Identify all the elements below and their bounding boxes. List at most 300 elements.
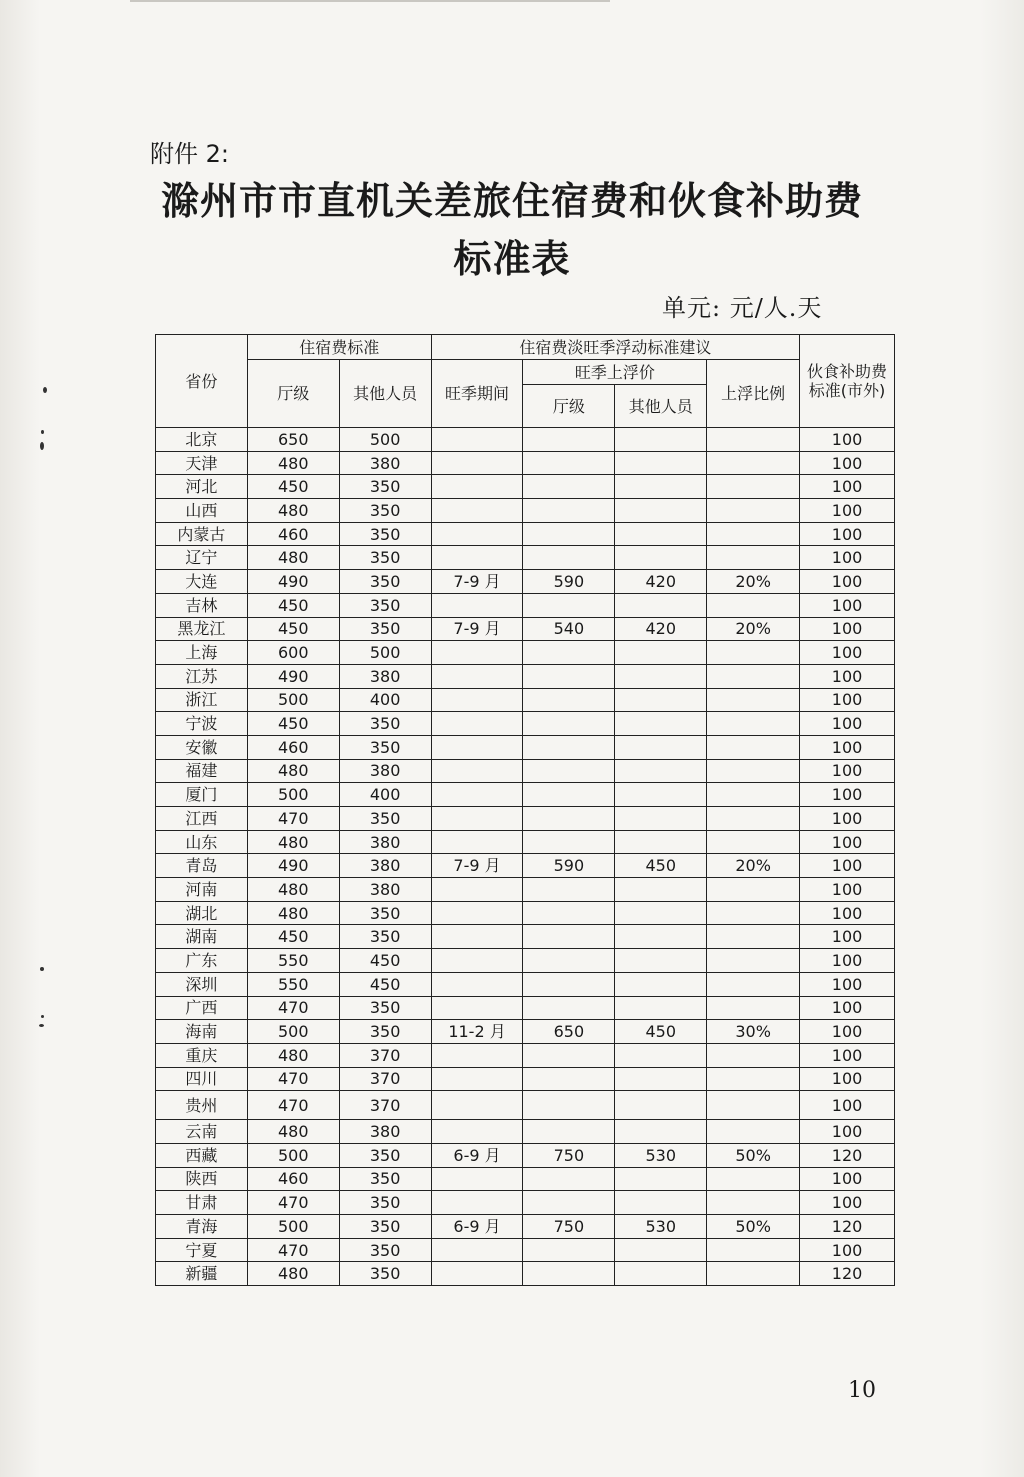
table-cell: 100 — [800, 451, 895, 475]
table-cell: 山东 — [156, 830, 248, 854]
table-cell: 380 — [339, 664, 431, 688]
table-cell: 7-9 月 — [431, 570, 523, 594]
table-cell: 450 — [247, 712, 339, 736]
table-cell — [615, 688, 707, 712]
table-cell: 吉林 — [156, 593, 248, 617]
table-cell — [707, 735, 800, 759]
table-row — [156, 1238, 895, 1262]
table-cell: 100 — [800, 1043, 895, 1067]
table-cell: 陕西 — [156, 1167, 248, 1191]
table-cell — [431, 1091, 523, 1120]
table-cell: 460 — [247, 735, 339, 759]
table-cell: 浙江 — [156, 688, 248, 712]
table-cell: 350 — [339, 925, 431, 949]
table-cell: 30% — [707, 1020, 800, 1044]
table-cell — [707, 1262, 800, 1286]
table-cell: 460 — [247, 1167, 339, 1191]
table-cell: 480 — [247, 1120, 339, 1144]
table-row — [156, 499, 895, 523]
page-number: 10 — [848, 1378, 876, 1403]
header-float-ratio: 上浮比例 — [707, 360, 800, 428]
scan-speck — [40, 442, 44, 450]
table-cell: 450 — [247, 475, 339, 499]
table-cell — [707, 1120, 800, 1144]
table-cell — [615, 1120, 707, 1144]
table-cell: 350 — [339, 617, 431, 641]
table-cell: 7-9 月 — [431, 854, 523, 878]
table-cell — [431, 783, 523, 807]
table-cell — [615, 783, 707, 807]
table-cell: 350 — [339, 735, 431, 759]
table-cell — [707, 901, 800, 925]
table-cell: 450 — [615, 1020, 707, 1044]
table-cell — [523, 641, 615, 665]
header-peak-others: 其他人员 — [615, 385, 707, 428]
table-cell: 安徽 — [156, 735, 248, 759]
table-row — [156, 996, 895, 1020]
table-cell: 500 — [247, 1143, 339, 1167]
table-cell: 福建 — [156, 759, 248, 783]
table-row — [156, 451, 895, 475]
table-cell: 天津 — [156, 451, 248, 475]
table-cell — [707, 1238, 800, 1262]
table-cell — [431, 1167, 523, 1191]
attachment-label: 附件 2: — [150, 140, 229, 168]
table-cell: 100 — [800, 688, 895, 712]
table-cell: 厦门 — [156, 783, 248, 807]
table-cell — [431, 1067, 523, 1091]
table-cell — [707, 475, 800, 499]
table-cell: 450 — [339, 949, 431, 973]
table-cell — [615, 735, 707, 759]
table-cell — [523, 664, 615, 688]
table-row — [156, 593, 895, 617]
table-row — [156, 901, 895, 925]
table-cell — [523, 925, 615, 949]
table-cell: 100 — [800, 854, 895, 878]
table-cell — [431, 664, 523, 688]
table-cell: 350 — [339, 546, 431, 570]
table-cell: 480 — [247, 1043, 339, 1067]
table-cell — [615, 641, 707, 665]
table-cell — [431, 1238, 523, 1262]
table-cell: 600 — [247, 641, 339, 665]
table-cell: 750 — [523, 1143, 615, 1167]
table-cell: 350 — [339, 522, 431, 546]
table-cell: 350 — [339, 593, 431, 617]
table-cell: 100 — [800, 1067, 895, 1091]
table-row — [156, 1043, 895, 1067]
table-cell: 100 — [800, 783, 895, 807]
table-row — [156, 617, 895, 641]
table-cell — [431, 451, 523, 475]
table-cell — [523, 1191, 615, 1215]
table-cell: 350 — [339, 1191, 431, 1215]
table-cell: 100 — [800, 996, 895, 1020]
table-cell: 450 — [615, 854, 707, 878]
table-cell — [431, 735, 523, 759]
table-cell — [523, 783, 615, 807]
title-line-2: 标准表 — [453, 236, 571, 281]
table-cell — [707, 688, 800, 712]
table-cell: 100 — [800, 1120, 895, 1144]
table-cell — [615, 1191, 707, 1215]
table-row — [156, 1215, 895, 1239]
table-cell — [615, 1167, 707, 1191]
table-cell: 380 — [339, 830, 431, 854]
table-row — [156, 664, 895, 688]
table-cell: 550 — [247, 972, 339, 996]
table-row — [156, 1191, 895, 1215]
table-row — [156, 735, 895, 759]
table-cell — [707, 949, 800, 973]
table-cell: 350 — [339, 499, 431, 523]
table-cell — [707, 1091, 800, 1120]
table-cell: 380 — [339, 854, 431, 878]
header-peak-bureau: 厅级 — [523, 385, 615, 428]
table-row — [156, 712, 895, 736]
table-cell — [615, 1238, 707, 1262]
table-cell: 120 — [800, 1143, 895, 1167]
table-row — [156, 546, 895, 570]
table-cell: 100 — [800, 1191, 895, 1215]
table-row — [156, 428, 895, 452]
table-cell: 470 — [247, 1067, 339, 1091]
table-body — [156, 428, 895, 1286]
table-cell: 500 — [247, 783, 339, 807]
table-cell: 590 — [523, 854, 615, 878]
table-cell — [431, 522, 523, 546]
table-cell — [615, 830, 707, 854]
table-cell: 750 — [523, 1215, 615, 1239]
table-cell: 480 — [247, 830, 339, 854]
table-cell: 420 — [615, 617, 707, 641]
table-cell: 350 — [339, 475, 431, 499]
table-cell: 7-9 月 — [431, 617, 523, 641]
table-row — [156, 1067, 895, 1091]
table-row — [156, 688, 895, 712]
table-cell — [615, 1067, 707, 1091]
table-cell — [431, 972, 523, 996]
table-cell: 590 — [523, 570, 615, 594]
table-cell: 650 — [247, 428, 339, 452]
table-row — [156, 878, 895, 902]
table-cell — [707, 664, 800, 688]
table-cell: 6-9 月 — [431, 1143, 523, 1167]
table-cell: 470 — [247, 1238, 339, 1262]
table-cell: 山西 — [156, 499, 248, 523]
table-cell: 100 — [800, 949, 895, 973]
scan-speck — [40, 967, 44, 971]
table-cell: 黑龙江 — [156, 617, 248, 641]
table-cell: 470 — [247, 1091, 339, 1120]
table-cell — [523, 807, 615, 831]
table-cell: 500 — [247, 1215, 339, 1239]
header-bureau-level: 厅级 — [247, 360, 339, 428]
table-cell — [431, 712, 523, 736]
table-cell — [431, 925, 523, 949]
table-cell — [707, 925, 800, 949]
table-cell: 480 — [247, 1262, 339, 1286]
table-cell: 450 — [247, 593, 339, 617]
table-cell — [523, 878, 615, 902]
table-cell — [523, 1091, 615, 1120]
table-cell: 350 — [339, 996, 431, 1020]
table-row — [156, 522, 895, 546]
table-cell: 50% — [707, 1143, 800, 1167]
table-cell: 100 — [800, 1091, 895, 1120]
table-cell: 480 — [247, 546, 339, 570]
table-cell — [431, 830, 523, 854]
table-cell — [523, 1262, 615, 1286]
table-cell: 380 — [339, 1120, 431, 1144]
header-others: 其他人员 — [339, 360, 431, 428]
table-cell: 480 — [247, 759, 339, 783]
table-cell: 470 — [247, 807, 339, 831]
table-cell: 海南 — [156, 1020, 248, 1044]
table-row — [156, 830, 895, 854]
table-cell: 380 — [339, 759, 431, 783]
table-cell — [431, 1043, 523, 1067]
table-cell — [615, 901, 707, 925]
table-cell: 470 — [247, 996, 339, 1020]
table-row — [156, 972, 895, 996]
table-cell — [523, 499, 615, 523]
table-cell — [523, 712, 615, 736]
table-cell: 470 — [247, 1191, 339, 1215]
table-cell: 100 — [800, 878, 895, 902]
table-row — [156, 1262, 895, 1286]
table-row — [156, 641, 895, 665]
table-row — [156, 1120, 895, 1144]
table-cell: 550 — [247, 949, 339, 973]
table-cell — [523, 1238, 615, 1262]
table-row — [156, 949, 895, 973]
table-cell — [615, 712, 707, 736]
table-cell: 100 — [800, 735, 895, 759]
table-row — [156, 925, 895, 949]
table-cell: 重庆 — [156, 1043, 248, 1067]
table-cell — [707, 1167, 800, 1191]
table-cell: 100 — [800, 759, 895, 783]
table-cell: 深圳 — [156, 972, 248, 996]
header-province: 省份 — [156, 335, 248, 428]
table-cell: 内蒙古 — [156, 522, 248, 546]
table-cell — [431, 901, 523, 925]
table-cell: 540 — [523, 617, 615, 641]
table-cell — [615, 664, 707, 688]
table-cell: 北京 — [156, 428, 248, 452]
table-cell — [615, 807, 707, 831]
table-cell: 500 — [339, 641, 431, 665]
table-cell — [615, 451, 707, 475]
table-cell: 460 — [247, 522, 339, 546]
table-cell — [615, 428, 707, 452]
document-title — [0, 172, 1024, 288]
table-cell: 480 — [247, 451, 339, 475]
table-cell — [431, 1262, 523, 1286]
table-cell: 贵州 — [156, 1091, 248, 1120]
table-cell — [615, 499, 707, 523]
table-cell: 100 — [800, 830, 895, 854]
table-cell: 江苏 — [156, 664, 248, 688]
table-cell: 20% — [707, 854, 800, 878]
table-cell: 350 — [339, 807, 431, 831]
table-cell: 河北 — [156, 475, 248, 499]
table-cell — [615, 972, 707, 996]
table-cell — [615, 949, 707, 973]
table-cell — [523, 428, 615, 452]
table-cell: 350 — [339, 1215, 431, 1239]
header-seasonal-float: 住宿费淡旺季浮动标准建议 — [431, 335, 799, 360]
table-cell — [431, 1191, 523, 1215]
table-cell: 100 — [800, 617, 895, 641]
table-cell: 100 — [800, 546, 895, 570]
table-cell: 480 — [247, 901, 339, 925]
table-cell — [707, 996, 800, 1020]
table-cell — [707, 830, 800, 854]
table-row — [156, 1020, 895, 1044]
table-cell: 530 — [615, 1143, 707, 1167]
scan-speck — [43, 387, 47, 393]
table-cell: 100 — [800, 522, 895, 546]
table-cell: 100 — [800, 1020, 895, 1044]
table-cell: 20% — [707, 570, 800, 594]
table-row — [156, 807, 895, 831]
table-cell: 青岛 — [156, 854, 248, 878]
table-cell — [707, 1191, 800, 1215]
scan-speck — [39, 1024, 44, 1027]
title-line-1: 滁州市市直机关差旅住宿费和伙食补助费 — [160, 178, 863, 223]
table-row — [156, 1167, 895, 1191]
table-cell: 370 — [339, 1091, 431, 1120]
table-cell: 100 — [800, 807, 895, 831]
table-cell — [431, 499, 523, 523]
table-cell — [431, 996, 523, 1020]
table-cell: 350 — [339, 1143, 431, 1167]
table-cell: 500 — [247, 688, 339, 712]
header-lodging-standard: 住宿费标准 — [247, 335, 431, 360]
table-cell — [523, 972, 615, 996]
table-cell: 西藏 — [156, 1143, 248, 1167]
table-cell: 四川 — [156, 1067, 248, 1091]
table-cell — [707, 972, 800, 996]
table-cell: 100 — [800, 925, 895, 949]
table-cell: 400 — [339, 688, 431, 712]
table-cell — [707, 878, 800, 902]
table-cell: 广西 — [156, 996, 248, 1020]
table-cell — [615, 475, 707, 499]
table-cell — [615, 1091, 707, 1120]
table-cell: 云南 — [156, 1120, 248, 1144]
table-cell: 100 — [800, 901, 895, 925]
table-cell — [523, 1043, 615, 1067]
table-cell — [707, 1043, 800, 1067]
table-cell — [431, 546, 523, 570]
table-cell: 100 — [800, 641, 895, 665]
table-cell: 490 — [247, 570, 339, 594]
table-row — [156, 475, 895, 499]
table-cell: 350 — [339, 570, 431, 594]
table-cell — [523, 1067, 615, 1091]
table-cell: 380 — [339, 451, 431, 475]
table-cell: 100 — [800, 428, 895, 452]
table-cell — [707, 593, 800, 617]
table-cell: 120 — [800, 1262, 895, 1286]
table-cell: 450 — [247, 617, 339, 641]
table-cell — [707, 546, 800, 570]
table-cell: 6-9 月 — [431, 1215, 523, 1239]
table-cell: 11-2 月 — [431, 1020, 523, 1044]
table-cell: 青海 — [156, 1215, 248, 1239]
table-cell: 广东 — [156, 949, 248, 973]
table-cell — [431, 949, 523, 973]
table-cell: 100 — [800, 593, 895, 617]
table-cell — [523, 830, 615, 854]
table-cell — [615, 759, 707, 783]
table-cell — [707, 783, 800, 807]
table-cell: 400 — [339, 783, 431, 807]
table-cell: 500 — [339, 428, 431, 452]
table-cell — [707, 1067, 800, 1091]
table-cell — [431, 1120, 523, 1144]
table-cell: 480 — [247, 878, 339, 902]
table-cell — [523, 475, 615, 499]
table-cell: 新疆 — [156, 1262, 248, 1286]
table-cell: 100 — [800, 664, 895, 688]
table-cell: 490 — [247, 854, 339, 878]
table-cell: 450 — [247, 925, 339, 949]
table-cell: 350 — [339, 1020, 431, 1044]
table-cell — [431, 807, 523, 831]
table-cell — [707, 759, 800, 783]
table-row — [156, 1091, 895, 1120]
table-cell: 500 — [247, 1020, 339, 1044]
table-cell — [707, 499, 800, 523]
table-cell: 370 — [339, 1067, 431, 1091]
table-cell: 100 — [800, 712, 895, 736]
table-row — [156, 783, 895, 807]
table-cell: 100 — [800, 972, 895, 996]
table-cell — [707, 522, 800, 546]
header-peak-period: 旺季期间 — [431, 360, 523, 428]
table-cell: 100 — [800, 499, 895, 523]
table-cell — [523, 1167, 615, 1191]
table-cell — [707, 641, 800, 665]
table-row — [156, 1143, 895, 1167]
table-cell: 650 — [523, 1020, 615, 1044]
table-cell: 辽宁 — [156, 546, 248, 570]
table-cell: 450 — [339, 972, 431, 996]
table-cell — [615, 546, 707, 570]
table-cell: 100 — [800, 1238, 895, 1262]
table-cell: 河南 — [156, 878, 248, 902]
table-cell — [615, 593, 707, 617]
header-peak-price: 旺季上浮价 — [523, 360, 707, 385]
table-cell — [431, 428, 523, 452]
table-header — [156, 335, 895, 428]
table-cell: 350 — [339, 712, 431, 736]
table-cell — [707, 451, 800, 475]
table-cell — [523, 901, 615, 925]
table-cell: 480 — [247, 499, 339, 523]
table-cell: 20% — [707, 617, 800, 641]
table-cell — [615, 1262, 707, 1286]
table-cell: 宁波 — [156, 712, 248, 736]
table-row — [156, 854, 895, 878]
table-cell: 350 — [339, 1238, 431, 1262]
scan-speck — [41, 1015, 44, 1018]
